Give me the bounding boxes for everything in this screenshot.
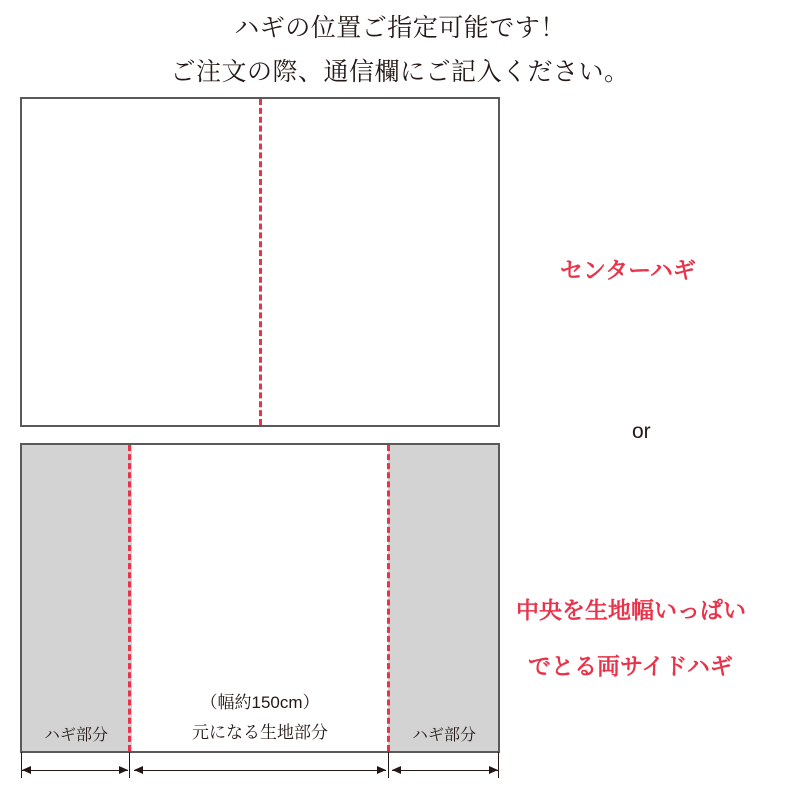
shaded-area-right (388, 445, 498, 751)
dimension-arrow-left (22, 770, 128, 771)
caption-width-note: （幅約150cm） (200, 693, 320, 712)
headline-primary: ハギの位置ご指定可能です！ (234, 14, 566, 42)
dimension-arrow-center (134, 770, 386, 771)
caption-base-fabric: 元になる生地部分 (192, 723, 328, 742)
label-or: or (632, 420, 651, 443)
dimension-arrow-row (20, 762, 500, 782)
headline-secondary: ご注文の際、通信欄にご記入ください。 (170, 58, 630, 86)
shaded-area-left (22, 445, 132, 751)
label-both-side-seams-line1: 中央を生地幅いっぱい (516, 597, 746, 623)
label-center-seam: センターハギ (560, 257, 696, 283)
caption-hagi-right: ハギ部分 (411, 727, 476, 744)
label-both-side-seams-line2: でとる両サイドハギ (528, 653, 733, 679)
dimension-arrow-right (392, 770, 498, 771)
seam-line-right (387, 445, 390, 751)
caption-hagi-left: ハギ部分 (43, 727, 108, 744)
seam-line-left (128, 445, 131, 751)
seam-line-center (259, 99, 262, 425)
